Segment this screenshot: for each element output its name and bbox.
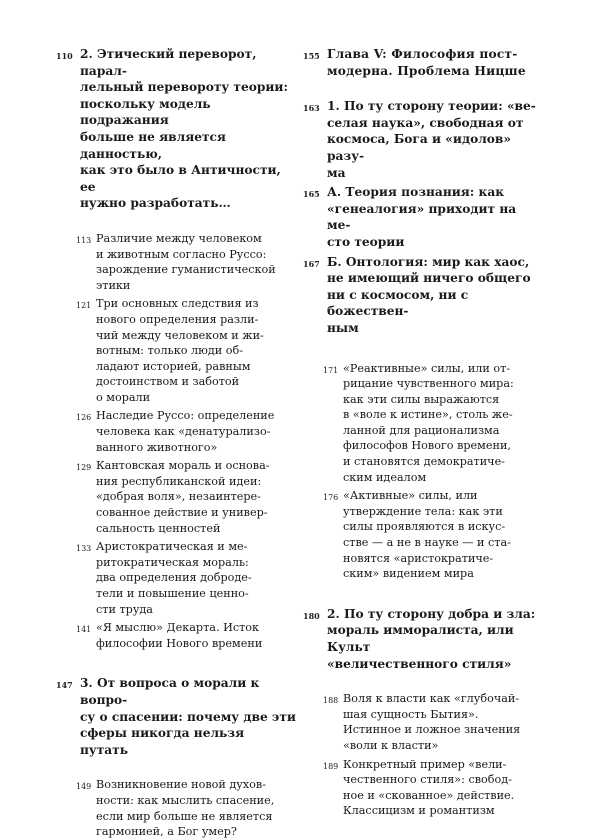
- page-number: 110: [56, 51, 73, 61]
- page-number: 163: [303, 103, 320, 114]
- subentry-title: Кантовская мораль и основа- ния республиканской идеи: «добрая воля», незаинтере- сованное действие и универ- сальность ценностей: [96, 459, 270, 535]
- section-title: 1. По ту сторону теории: «ве- селая наука», свободная от космоса, Бога и «идолов» разу- ма: [327, 99, 536, 180]
- page-number: 133: [76, 544, 92, 554]
- toc-right-column: [303, 46, 543, 819]
- toc-left-column: [56, 46, 296, 840]
- subentry-title: «Я мыслю» Декарта. Исток философии Нового времени: [96, 621, 263, 650]
- toc-subentry: [56, 408, 296, 455]
- subentry-title: Три основных следствия из нового определения разли- чий между человеком и жи- вотным: только люди об- ладают историей, равным достоинством и заботой о морали: [96, 297, 264, 404]
- toc-subentry: [56, 539, 296, 617]
- toc-section-heading: [303, 98, 543, 181]
- page-number: 126: [76, 413, 92, 423]
- subentry-title: Различие между человеком и животным согласно Руссо: зарождение гуманистической этики: [96, 231, 276, 292]
- subentry-title: «Активные» силы, или утверждение тела: как эти силы проявляются в искус- стве — а не в науке — и ста- новятся «аристократиче- ским» видением мира: [343, 489, 511, 581]
- subentry-title: Наследие Руссо: определение человека как «денатурализо- ванного животного»: [96, 409, 275, 454]
- section-title: А. Теория познания: как «генеалогия» приходит на ме- сто теории: [327, 185, 517, 249]
- toc-section-heading: [303, 254, 543, 337]
- page-number: 188: [323, 696, 339, 706]
- section-title: Б. Онтология: мир как хаос, не имеющий ничего общего ни с космосом, ни с божествен- ным: [327, 254, 531, 335]
- chapter-title: Глава V: Философия пост- модерна. Проблема Ницше: [327, 47, 526, 78]
- toc-section-heading: [56, 46, 296, 212]
- toc-subentry: [56, 458, 296, 536]
- toc-subentry: [56, 620, 296, 651]
- section-title: 2. Этический переворот, парал- лельный перевороту теории: поскольку модель подражания больше не является данностью, как это было в Античности, ее нужно разработать…: [80, 47, 288, 211]
- toc-subentry: [303, 361, 543, 486]
- toc-subentry: [303, 488, 543, 582]
- page-number: 189: [323, 761, 339, 771]
- page-number: 149: [76, 782, 92, 792]
- section-title: 3. От вопроса о морали к вопро- су о спасении: почему две эти сферы никогда нельзя путать: [80, 676, 296, 757]
- section-title: 2. По ту сторону добра и зла: мораль имморалиста, или Культ «величественного стиля»: [327, 606, 536, 671]
- page-number: 129: [76, 463, 92, 473]
- page-number: 176: [323, 493, 339, 503]
- page-number: 113: [76, 235, 92, 245]
- toc-section-heading: [56, 675, 296, 758]
- toc-subentry: [56, 296, 296, 405]
- subentry-title: «Реактивные» силы, или от- рицание чувственного мира: как эти силы выражаются в «воле к истине», столь же- ланной для рационализма философов Нового времени, и становятся демократиче- ским идеалом: [343, 361, 514, 484]
- page-number: 180: [303, 610, 320, 621]
- page-number: 121: [76, 301, 92, 311]
- subentry-title: Аристократическая и ме- ритократическая мораль: два определения доброде- тели и повышение ценно- сти труда: [96, 540, 252, 616]
- subentry-title: Возникновение новой духов- ности: как мыслить спасение, если мир больше не является гармонией, а Бог умер?: [96, 778, 275, 839]
- toc-subentry: [56, 777, 296, 839]
- page-number: 165: [303, 189, 320, 200]
- subentry-title: Воля к власти как «глубочай- шая сущность Бытия». Истинное и ложное значения «воли к власти»: [343, 692, 521, 752]
- page-number: 155: [303, 51, 320, 61]
- toc-subentry: [303, 757, 543, 819]
- page-number: 167: [303, 258, 320, 269]
- subentry-title: Конкретный пример «вели- чественного стиля»: свобод- ное и «скованное» действие. Классицизм и романтизм: [343, 757, 515, 818]
- toc-section-heading: [303, 184, 543, 250]
- page-number: 171: [323, 365, 339, 375]
- page-number: 141: [76, 625, 92, 635]
- toc-subentry: [303, 691, 543, 753]
- page-number: 147: [56, 680, 73, 691]
- toc-chapter-heading: [303, 46, 543, 79]
- toc-subentry: [56, 231, 296, 293]
- toc-section-heading: [303, 606, 543, 672]
